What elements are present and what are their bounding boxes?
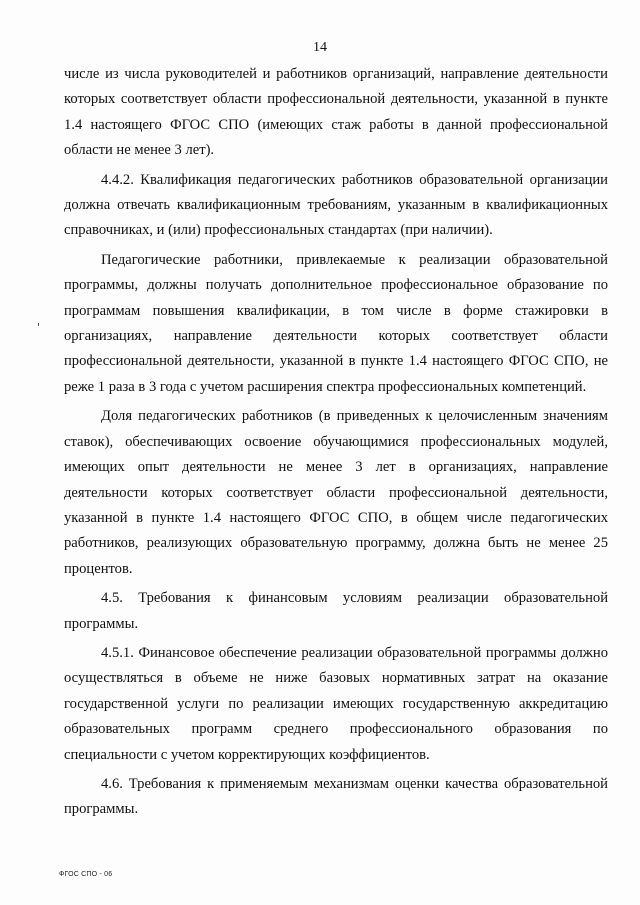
paragraph-4-5-1: 4.5.1. Финансовое обеспечение реализации образовательной программы должно осуществляться в объеме не ниже базовых нормативных затрат на оказание государственной услуги по реализации имеющих государственную аккредитацию образовательных программ среднего профессионального образования по специальности с учетом корректирующих коэффициентов.: [64, 644, 608, 763]
document-body: [64, 62, 608, 827]
page-number: 14: [313, 40, 327, 55]
paragraph-4-4-2: 4.4.2. Квалификация педагогических работников образовательной организации должна отвечать квалификационным требованиям, указанным в квалификационных справочниках, и (или) профессиональных стандартах (при наличии).: [64, 171, 608, 239]
paragraph-teacher-training: Педагогические работники, привлекаемые к реализации образовательной программы, должны получать дополнительное профессиональное образование по программам повышения квалификации, в том числе в форме стажировки в организациях, направление деятельности которых соответствует области профессиональной деятельности, указанной в пункте 1.4 настоящего ФГОС СПО, не реже 1 раза в 3 года с учетом расширения спектра профессиональных компетенций.: [64, 251, 608, 395]
footer-code: ФГОС СПО - 06: [59, 871, 113, 878]
scan-margin-mark: [38, 323, 39, 326]
paragraph-4-6: 4.6. Требования к применяемым механизмам оценки качества образовательной программы.: [64, 775, 608, 818]
paragraph-teacher-share: Доля педагогических работников (в приведенных к целочисленным значениям ставок), обеспечивающих освоение обучающимися профессиональных модулей, имеющих опыт деятельности не менее 3 лет в организациях, направление деятельности которых соответствует области профессиональной деятельности, указанной в пункте 1.4 настоящего ФГОС СПО, в общем числе педагогических работников, реализующих образовательную программу, должна быть не менее 25 процентов.: [64, 408, 608, 577]
paragraph-continuation: числе из числа руководителей и работников организаций, направление деятельности которых соответствует области профессиональной деятельности, указанной в пункте 1.4 настоящего ФГОС СПО (имеющих стаж работы в данной профессиональной области не менее 3 лет).: [64, 66, 608, 159]
paragraph-4-5: 4.5. Требования к финансовым условиям реализации образовательной программы.: [64, 590, 608, 632]
